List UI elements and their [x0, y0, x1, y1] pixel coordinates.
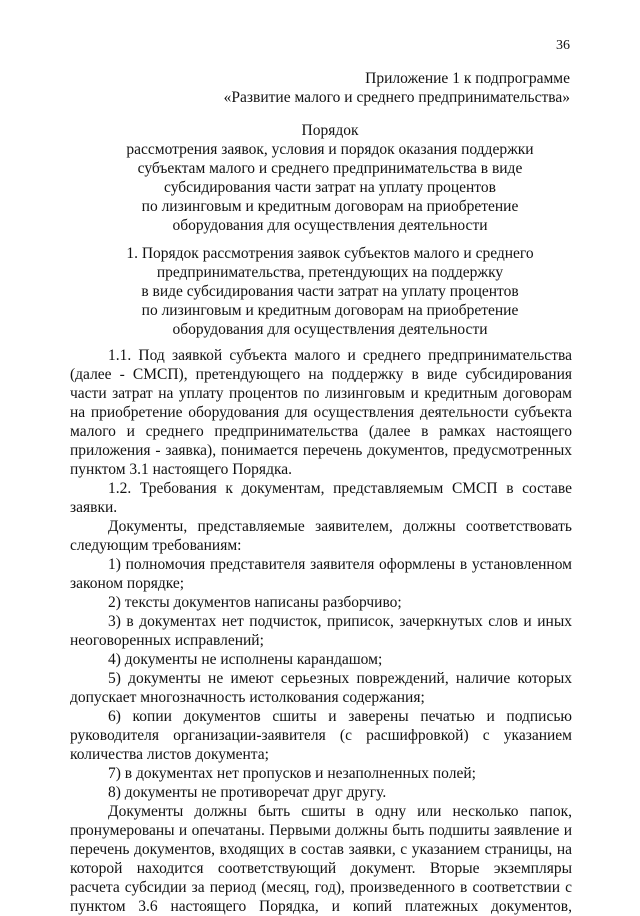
body-text — [70, 346, 572, 916]
body-line: малого и среднего предпринимательства (далее в рамках настоящего — [70, 423, 572, 440]
title-line: по лизинговым и кредитным договорам на приобретение — [141, 198, 519, 215]
title-line: субъектам малого и среднего предпринимательства в виде — [137, 160, 523, 177]
body-line: пунктом 3.6 настоящего Порядка, и копий платежных документов, — [70, 898, 572, 915]
body-line: следующим требованиям: — [70, 537, 242, 554]
body-line: неоговоренных исправлений; — [70, 632, 264, 649]
section-line: оборудования для осуществления деятельности — [172, 321, 488, 338]
appendix-header — [224, 69, 570, 107]
body-line: 8) документы не противоречат друг другу. — [108, 784, 387, 801]
body-line: 3) в документах нет подчисток, приписок, зачеркнутых слов и иных — [108, 613, 572, 630]
appendix-line: «Развитие малого и среднего предпринимательства» — [223, 89, 570, 106]
body-line: приложения - заявка), понимается перечень документов, предусмотренных — [70, 442, 572, 459]
title-line: оборудования для осуществления деятельности — [172, 217, 488, 234]
body-line: 6) копии документов сшиты и заверены печатью и подписью — [108, 708, 572, 725]
body-line: 1.2. Требования к документам, представляемым СМСП в составе — [108, 480, 572, 497]
body-line: пронумерованы и опечатаны. Первыми должны быть подшиты заявление и — [70, 822, 572, 839]
body-line: количества листов документа; — [70, 746, 269, 763]
body-line: 4) документы не исполнены карандашом; — [108, 651, 383, 668]
body-line: законом порядке; — [70, 575, 185, 592]
section-line: по лизинговым и кредитным договорам на приобретение — [141, 302, 519, 319]
body-line: пунктом 3.1 настоящего Порядка. — [70, 461, 293, 478]
body-line: 1) полномочия представителя заявителя оформлены в установленном — [108, 556, 572, 573]
body-line: Документы должны быть сшиты в одну или несколько папок, — [108, 803, 572, 820]
section-line: предпринимательства, претендующих на поддержку — [156, 264, 504, 281]
body-line: расчета субсидии за период (месяц, год), произведенного в соответствии с — [70, 879, 572, 896]
body-line: которой находится соответствующий документ. Вторые экземпляры — [70, 860, 572, 877]
title-line: субсидирования части затрат на уплату процентов — [164, 179, 496, 196]
body-line: 7) в документах нет пропусков и незаполненных полей; — [108, 765, 476, 782]
title-line: рассмотрения заявок, условия и порядок оказания поддержки — [126, 141, 534, 158]
body-line: перечень документов, входящих в состав заявки, с указанием страницы, на — [70, 841, 572, 858]
body-line: (далее - СМСП), претендующего на поддержку в виде субсидирования — [70, 366, 572, 383]
body-line: Документы, представляемые заявителем, должны соответствовать — [108, 518, 572, 535]
body-line: 5) документы не имеют серьезных повреждений, наличие которых — [108, 670, 572, 687]
section-heading — [70, 244, 590, 339]
document-title — [70, 121, 590, 235]
body-line: части затрат на уплату процентов по лизинговым и кредитным договорам — [70, 385, 572, 402]
body-line: допускает многозначность истолкования содержания; — [70, 689, 425, 706]
title-heading: Порядок — [301, 122, 359, 139]
body-line: заявки. — [70, 499, 118, 516]
section-line: 1. Порядок рассмотрения заявок субъектов малого и среднего — [126, 245, 534, 262]
body-line: руководителя организации-заявителя (с расшифровкой) с указанием — [70, 727, 572, 744]
body-line: 1.1. Под заявкой субъекта малого и среднего предпринимательства — [108, 347, 572, 364]
body-line: на приобретение оборудования для осуществления деятельности субъекта — [70, 404, 572, 421]
appendix-line: Приложение 1 к подпрограмме — [365, 70, 570, 87]
section-line: в виде субсидирования части затрат на уплату процентов — [141, 283, 519, 300]
page-number: 36 — [556, 38, 570, 53]
body-line: 2) тексты документов написаны разборчиво; — [108, 594, 402, 611]
